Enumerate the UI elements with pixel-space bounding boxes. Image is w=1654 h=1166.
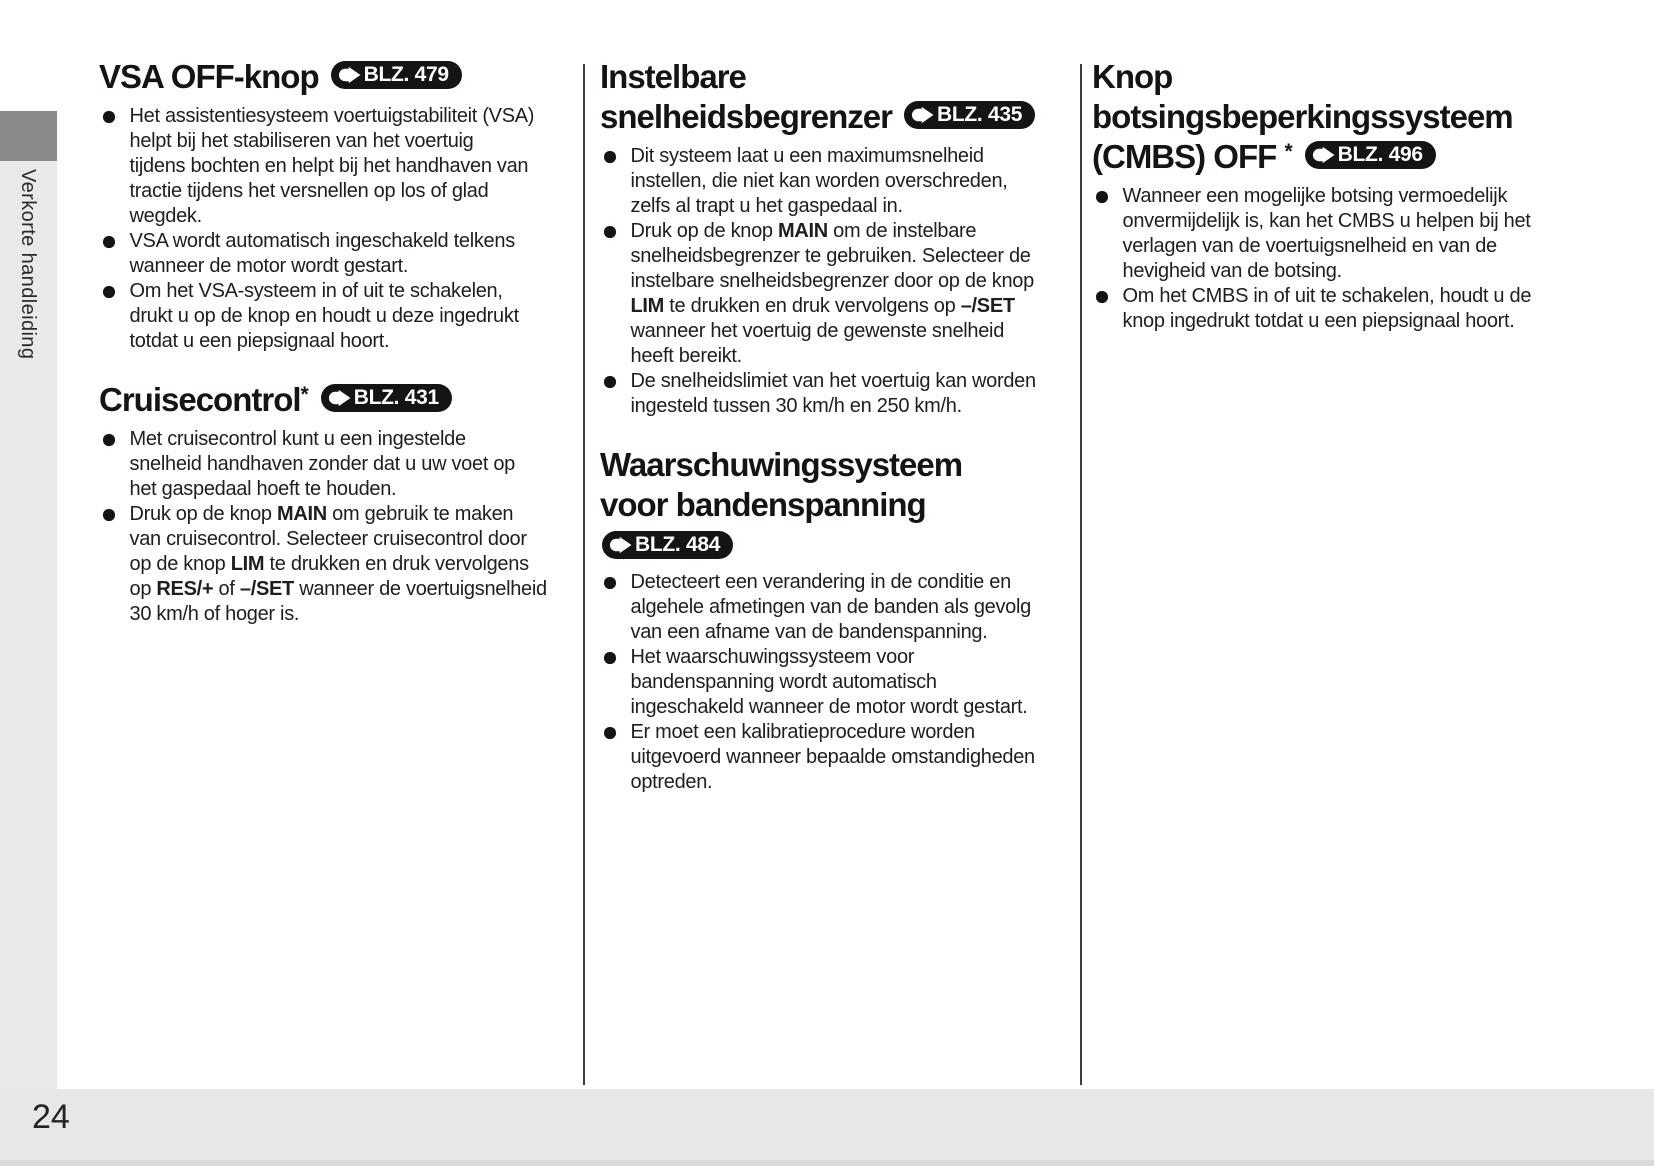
section-title xyxy=(99,380,567,420)
text-segment: instelbare snelheidsbegrenzer door op de knop xyxy=(630,270,1034,292)
column-right xyxy=(1092,57,1632,334)
bullet-text xyxy=(631,219,1034,369)
badge-label: BLZ. 479 xyxy=(363,63,449,86)
text-line xyxy=(631,319,1034,344)
text-segment: VSA OFF-knop xyxy=(99,58,319,95)
text-segment: Druk op de knop xyxy=(129,503,278,525)
bullet-dot-icon xyxy=(103,434,115,446)
text-segment: ingesteld tussen 30 km/h en 250 km/h. xyxy=(630,395,962,417)
text-line xyxy=(631,219,1034,244)
text-segment: Er moet een kalibratieprocedure worden xyxy=(630,721,975,743)
title-line xyxy=(600,57,1068,97)
page-reference-badge xyxy=(602,531,733,559)
text-line xyxy=(130,527,547,552)
bullet-dot-icon xyxy=(604,577,616,589)
title-asterisk: * xyxy=(300,383,309,406)
text-segment: wanneer de motor wordt gestart. xyxy=(129,255,409,277)
text-line xyxy=(631,169,1008,194)
title-line xyxy=(1092,97,1632,137)
text-segment: heeft bereikt. xyxy=(630,345,742,367)
text-line xyxy=(130,229,515,254)
text-segment: op de knop xyxy=(129,553,231,575)
text-line xyxy=(631,294,1034,319)
button-name-bold: –/SET xyxy=(239,578,294,600)
section-title xyxy=(1092,57,1632,177)
text-segment: knop ingedrukt totdat u een piepsignaal hoort. xyxy=(1122,310,1515,332)
text-segment: instellen, die niet kan worden overschreden, xyxy=(630,170,1008,192)
sidebar-chapter-label: Verkorte handleiding xyxy=(17,169,39,360)
title-line xyxy=(600,97,1068,137)
page-reference-badge xyxy=(904,101,1035,129)
text-line xyxy=(130,179,535,204)
text-line xyxy=(130,329,519,354)
text-segment: voor bandenspanning xyxy=(600,486,926,523)
bullet-list xyxy=(99,104,567,354)
bullet-item xyxy=(99,279,567,354)
bullet-item xyxy=(99,104,567,229)
bullet-item xyxy=(600,645,1068,720)
bullet-list xyxy=(99,427,567,627)
bullet-list xyxy=(600,570,1068,795)
section xyxy=(600,57,1068,419)
bullet-item xyxy=(600,570,1068,645)
text-line xyxy=(631,369,1036,394)
text-line xyxy=(130,577,547,602)
bullet-text xyxy=(130,427,515,502)
bullet-dot-icon xyxy=(604,151,616,163)
bullet-text xyxy=(130,279,519,354)
button-name-bold: LIM xyxy=(630,295,665,317)
badge-label: BLZ. 431 xyxy=(353,386,439,409)
bullet-text xyxy=(130,229,515,279)
text-segment: wegdek. xyxy=(129,205,202,227)
bullet-text xyxy=(631,645,1028,720)
text-segment: uitgevoerd wanneer bepaalde omstandigheden xyxy=(630,746,1035,768)
text-line xyxy=(130,254,515,279)
button-name-bold: –/SET xyxy=(960,295,1015,317)
page-reference-badge xyxy=(1305,141,1436,169)
text-segment: hevigheid van de botsing. xyxy=(1122,260,1342,282)
button-name-bold: MAIN xyxy=(277,503,327,525)
text-segment: tractie tijdens het versnellen op los of glad xyxy=(129,180,489,202)
arrow-right-icon xyxy=(327,389,352,407)
text-segment: Wanneer een mogelijke botsing vermoedelijk xyxy=(1122,185,1508,207)
title-line xyxy=(600,485,1068,525)
bullet-list xyxy=(1092,184,1632,334)
title-line xyxy=(99,380,567,420)
text-line xyxy=(631,194,1008,219)
text-line xyxy=(130,279,519,304)
text-line xyxy=(130,427,515,452)
section xyxy=(1092,57,1632,334)
bullet-dot-icon xyxy=(103,286,115,298)
text-segment: snelheidsbegrenzer te gebruiken. Selecteer de xyxy=(630,245,1031,267)
text-segment: onvermijdelijk is, kan het CMBS u helpen bij het xyxy=(1122,210,1531,232)
column-divider xyxy=(1080,64,1082,1085)
bullet-text xyxy=(631,369,1036,419)
bullet-dot-icon xyxy=(604,652,616,664)
text-line xyxy=(631,570,1031,595)
text-line xyxy=(130,552,547,577)
bullet-item xyxy=(600,219,1068,369)
bullet-text xyxy=(130,104,535,229)
text-line xyxy=(631,695,1028,720)
bullet-dot-icon xyxy=(1096,191,1108,203)
text-segment: Instelbare xyxy=(600,58,746,95)
text-line xyxy=(631,720,1035,745)
bullet-dot-icon xyxy=(103,509,115,521)
bullet-item xyxy=(600,720,1068,795)
text-segment: het gaspedaal hoeft te houden. xyxy=(129,478,397,500)
text-segment: wanneer de voertuigsnelheid xyxy=(293,578,547,600)
text-segment: De snelheidslimiet van het voertuig kan worden xyxy=(630,370,1036,392)
text-line xyxy=(130,154,535,179)
button-name-bold: RES/+ xyxy=(156,578,214,600)
bullet-item xyxy=(99,427,567,502)
arrow-right-icon xyxy=(337,66,362,84)
text-segment: verlagen van de voertuigsnelheid en van de xyxy=(1122,235,1497,257)
text-segment: te drukken en druk vervolgens op xyxy=(664,295,961,317)
text-segment: om gebruik te maken xyxy=(326,503,514,525)
arrow-right-icon xyxy=(608,536,633,554)
bullet-text xyxy=(631,720,1035,795)
badge-label: BLZ. 496 xyxy=(1337,143,1423,166)
text-line xyxy=(130,104,535,129)
text-line xyxy=(1123,184,1531,209)
title-line xyxy=(1092,137,1632,177)
bullet-text xyxy=(631,570,1031,645)
text-segment: Knop xyxy=(1092,58,1173,95)
text-segment: botsingsbeperkingssysteem xyxy=(1092,98,1513,135)
text-line xyxy=(130,129,535,154)
column-left xyxy=(99,57,567,627)
text-segment: bandenspanning wordt automatisch xyxy=(630,671,937,693)
text-line xyxy=(130,204,535,229)
bullet-dot-icon xyxy=(604,376,616,388)
button-name-bold: MAIN xyxy=(778,220,828,242)
text-segment: Cruisecontrol xyxy=(99,381,301,418)
section xyxy=(600,445,1068,795)
section xyxy=(99,380,567,627)
text-segment: totdat u een piepsignaal hoort. xyxy=(129,330,390,352)
text-segment: van cruisecontrol. Selecteer cruisecontrol door xyxy=(129,528,527,550)
bullet-item xyxy=(99,229,567,279)
page-reference-badge xyxy=(331,61,462,89)
page-reference-badge xyxy=(321,384,452,412)
text-segment: Met cruisecontrol kunt u een ingestelde xyxy=(129,428,466,450)
bullet-text xyxy=(631,144,1008,219)
column-middle xyxy=(600,57,1068,795)
text-segment: snelheidsbegrenzer xyxy=(600,98,892,135)
text-segment: Waarschuwingssysteem xyxy=(600,446,963,483)
text-segment: wanneer het voertuig de gewenste snelheid xyxy=(630,320,1005,342)
text-segment: Om het CMBS in of uit te schakelen, houdt u de xyxy=(1122,285,1532,307)
badge-label: BLZ. 484 xyxy=(635,533,721,556)
text-segment: tijdens bochten en helpt bij het handhaven van xyxy=(129,155,529,177)
title-line xyxy=(1092,57,1632,97)
arrow-right-icon xyxy=(1311,146,1336,164)
text-segment: Dit systeem laat u een maximumsnelheid xyxy=(630,145,984,167)
section xyxy=(99,57,567,354)
chapter-tab xyxy=(0,111,57,161)
text-line xyxy=(130,502,547,527)
arrow-right-icon xyxy=(910,106,935,124)
text-segment: helpt bij het stabiliseren van het voertuig xyxy=(129,130,474,152)
button-name-bold: LIM xyxy=(230,553,265,575)
bullet-dot-icon xyxy=(103,111,115,123)
section-title xyxy=(600,57,1068,137)
text-line xyxy=(631,645,1028,670)
column-divider xyxy=(583,64,585,1085)
text-segment: Het assistentiesysteem voertuigstabiliteit (VSA) xyxy=(129,105,535,127)
text-line xyxy=(130,452,515,477)
title-line xyxy=(600,445,1068,485)
text-line xyxy=(130,602,547,627)
section-title xyxy=(99,57,567,97)
page-footer xyxy=(0,1089,1654,1166)
text-line xyxy=(631,745,1035,770)
text-line xyxy=(631,770,1035,795)
section-title xyxy=(600,445,1068,525)
bullet-item xyxy=(600,144,1068,219)
text-segment: ingeschakeld wanneer de motor wordt gestart. xyxy=(630,696,1028,718)
text-segment: algehele afmetingen van de banden als gevolg xyxy=(630,596,1031,618)
text-segment: Detecteert een verandering in de conditie en xyxy=(630,571,1011,593)
text-segment: 30 km/h of hoger is. xyxy=(129,603,300,625)
text-line xyxy=(1123,209,1531,234)
bullet-item xyxy=(1092,184,1632,284)
text-segment: zelfs al trapt u het gaspedaal in. xyxy=(630,195,903,217)
bullet-text xyxy=(130,502,547,627)
text-line xyxy=(631,394,1036,419)
bullet-dot-icon xyxy=(604,727,616,739)
bullet-text xyxy=(1123,184,1531,284)
text-segment: om de instelbare xyxy=(827,220,977,242)
title-asterisk: * xyxy=(1284,140,1293,163)
text-line xyxy=(631,144,1008,169)
text-line xyxy=(1123,234,1531,259)
text-segment: optreden. xyxy=(630,771,713,793)
text-segment: snelheid handhaven zonder dat u uw voet op xyxy=(129,453,515,475)
text-line xyxy=(1123,309,1532,334)
text-segment: of xyxy=(213,578,240,600)
bullet-item xyxy=(1092,284,1632,334)
text-line xyxy=(631,244,1034,269)
bullet-text xyxy=(1123,284,1532,334)
page-number: 24 xyxy=(32,1098,70,1136)
text-segment: van een afname van de bandenspanning. xyxy=(630,621,988,643)
badge-row xyxy=(600,525,1068,563)
text-segment: VSA wordt automatisch ingeschakeld telkens xyxy=(129,230,515,252)
bullet-dot-icon xyxy=(604,226,616,238)
text-line xyxy=(1123,259,1531,284)
text-line xyxy=(631,344,1034,369)
text-segment: op xyxy=(129,578,157,600)
text-segment: te drukken en druk vervolgens xyxy=(264,553,529,575)
bullet-dot-icon xyxy=(103,236,115,248)
badge-label: BLZ. 435 xyxy=(936,103,1023,126)
bullet-item xyxy=(99,502,567,627)
text-line xyxy=(631,269,1034,294)
title-line xyxy=(99,57,567,97)
text-segment: drukt u op de knop en houdt u deze ingedrukt xyxy=(129,305,519,327)
text-segment: Om het VSA-systeem in of uit te schakelen, xyxy=(129,280,503,302)
text-line xyxy=(1123,284,1532,309)
text-line xyxy=(130,304,519,329)
text-line xyxy=(130,477,515,502)
text-line xyxy=(631,620,1031,645)
text-segment: (CMBS) OFF xyxy=(1092,138,1285,175)
text-segment: Druk op de knop xyxy=(630,220,779,242)
text-line xyxy=(631,670,1028,695)
bullet-list xyxy=(600,144,1068,419)
bullet-item xyxy=(600,369,1068,419)
bullet-dot-icon xyxy=(1096,291,1108,303)
text-segment: Het waarschuwingssysteem voor xyxy=(630,646,915,668)
text-line xyxy=(631,595,1031,620)
